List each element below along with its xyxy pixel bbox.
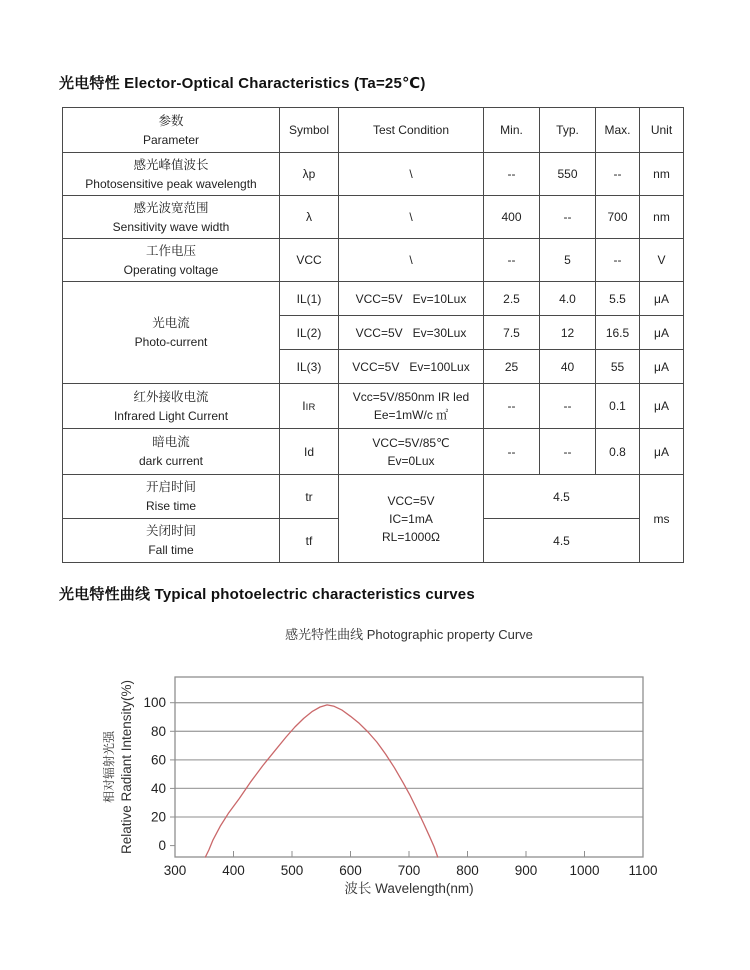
- x-tick-label: 400: [222, 863, 245, 878]
- row-rise-time: [63, 475, 684, 519]
- response-curve: [205, 705, 437, 857]
- min-cell: --: [484, 384, 540, 429]
- symbol-cell: IL(3): [280, 350, 339, 384]
- table-header-row: [63, 108, 684, 153]
- value-cell: 4.5: [484, 519, 640, 563]
- param-cell: 感光峰值波长 Photosensitive peak wavelength: [63, 153, 280, 196]
- x-axis-label: 波长 Wavelength(nm): [344, 881, 474, 896]
- x-tick-label: 800: [456, 863, 479, 878]
- row-infrared-current: [63, 384, 684, 429]
- test-condition-cell: \: [339, 239, 484, 282]
- max-cell: 0.8: [596, 429, 640, 475]
- y-tick-label: 40: [150, 780, 166, 796]
- spectral-response-chart: [100, 652, 680, 907]
- symbol-cell: Id: [280, 429, 339, 475]
- min-cell: 25: [484, 350, 540, 384]
- unit-cell: μA: [640, 384, 684, 429]
- y-tick-label: 80: [150, 723, 166, 739]
- typ-cell: 550: [540, 153, 596, 196]
- test-condition-cell: VCC=5V Ev=30Lux: [339, 316, 484, 350]
- typ-cell: --: [540, 196, 596, 239]
- x-tick-label: 900: [514, 863, 538, 878]
- chart-title: 感光特性曲线 Photographic property Curve: [285, 627, 533, 642]
- test-condition-cell: VCC=5V Ev=100Lux: [339, 350, 484, 384]
- unit-cell: μA: [640, 282, 684, 316]
- max-cell: --: [596, 239, 640, 282]
- header-max: Max.: [596, 108, 640, 153]
- unit-cell: nm: [640, 153, 684, 196]
- min-cell: --: [484, 239, 540, 282]
- symbol-cell: IL(1): [280, 282, 339, 316]
- max-cell: 0.1: [596, 384, 640, 429]
- x-tick-label: 300: [163, 863, 187, 878]
- unit-cell: μA: [640, 316, 684, 350]
- test-condition-cell: VCC=5V/85℃ Ev=0Lux: [339, 429, 484, 475]
- max-cell: 55: [596, 350, 640, 384]
- typ-cell: 12: [540, 316, 596, 350]
- param-cell-photo-current: 光电流 Photo-current: [63, 282, 280, 384]
- min-cell: --: [484, 153, 540, 196]
- header-parameter: 参数 Parameter: [63, 108, 280, 153]
- symbol-cell: λp: [280, 153, 339, 196]
- y-tick-label: 20: [150, 809, 166, 825]
- row-dark-current: [63, 429, 684, 475]
- typ-cell: 40: [540, 350, 596, 384]
- param-cell: 暗电流 dark current: [63, 429, 280, 475]
- typ-cell: --: [540, 384, 596, 429]
- test-condition-cell: Vcc=5V/850nm IR led Ee=1mW/c ㎡: [339, 384, 484, 429]
- x-tick-label: 1000: [569, 863, 600, 878]
- unit-cell-ms: ms: [640, 475, 684, 563]
- header-test-condition: Test Condition: [339, 108, 484, 153]
- row-sensitivity-width: [63, 196, 684, 239]
- y-axis-label-en: Relative Radiant Intensity(%): [119, 679, 134, 855]
- symbol-cell: λ: [280, 196, 339, 239]
- param-cell: 开启时间 Rise time: [63, 475, 280, 519]
- y-axis-label-zh: 相对辐射光强: [102, 730, 116, 804]
- header-unit: Unit: [640, 108, 684, 153]
- value-cell: 4.5: [484, 475, 640, 519]
- unit-cell: V: [640, 239, 684, 282]
- plot-border: [175, 677, 643, 857]
- symbol-cell: VCC: [280, 239, 339, 282]
- characteristics-table: [62, 107, 684, 563]
- symbol-cell: tr: [280, 475, 339, 519]
- plot-area: [143, 677, 657, 878]
- y-tick-label: 100: [143, 695, 166, 711]
- max-cell: --: [596, 153, 640, 196]
- param-cell: 关闭时间 Fall time: [63, 519, 280, 563]
- symbol-cell: IL(2): [280, 316, 339, 350]
- x-tick-label: 600: [339, 863, 362, 878]
- unit-cell: μA: [640, 429, 684, 475]
- max-cell: 700: [596, 196, 640, 239]
- symbol-cell: tf: [280, 519, 339, 563]
- section-title-curves: 光电特性曲线 Typical photoelectric characteristics curves: [59, 586, 475, 603]
- header-typ: Typ.: [540, 108, 596, 153]
- max-cell: 16.5: [596, 316, 640, 350]
- test-condition-cell: \: [339, 196, 484, 239]
- test-condition-cell: VCC=5V Ev=10Lux: [339, 282, 484, 316]
- typ-cell: --: [540, 429, 596, 475]
- x-tick-label: 700: [397, 863, 421, 878]
- x-tick-label: 500: [280, 863, 304, 878]
- section-title-electro-optical: 光电特性 Elector-Optical Characteristics (Ta=25℃): [59, 75, 426, 92]
- min-cell: 7.5: [484, 316, 540, 350]
- typ-cell: 5: [540, 239, 596, 282]
- row-peak-wavelength: [63, 153, 684, 196]
- typ-cell: 4.0: [540, 282, 596, 316]
- max-cell: 5.5: [596, 282, 640, 316]
- header-symbol: Symbol: [280, 108, 339, 153]
- min-cell: --: [484, 429, 540, 475]
- param-cell: 红外接收电流 Infrared Light Current: [63, 384, 280, 429]
- header-min: Min.: [484, 108, 540, 153]
- symbol-cell: IIR: [280, 384, 339, 429]
- unit-cell: μA: [640, 350, 684, 384]
- test-condition-cell: \: [339, 153, 484, 196]
- min-cell: 400: [484, 196, 540, 239]
- param-cell: 工作电压 Operating voltage: [63, 239, 280, 282]
- row-photo-current-il1: [63, 282, 684, 316]
- y-tick-label: 0: [158, 838, 166, 854]
- x-tick-label: 1100: [628, 863, 658, 878]
- param-cell: 感光波宽范围 Sensitivity wave width: [63, 196, 280, 239]
- min-cell: 2.5: [484, 282, 540, 316]
- test-condition-cell-rise-fall: VCC=5V IC=1mA RL=1000Ω: [339, 475, 484, 563]
- y-tick-label: 60: [150, 752, 166, 768]
- row-operating-voltage: [63, 239, 684, 282]
- unit-cell: nm: [640, 196, 684, 239]
